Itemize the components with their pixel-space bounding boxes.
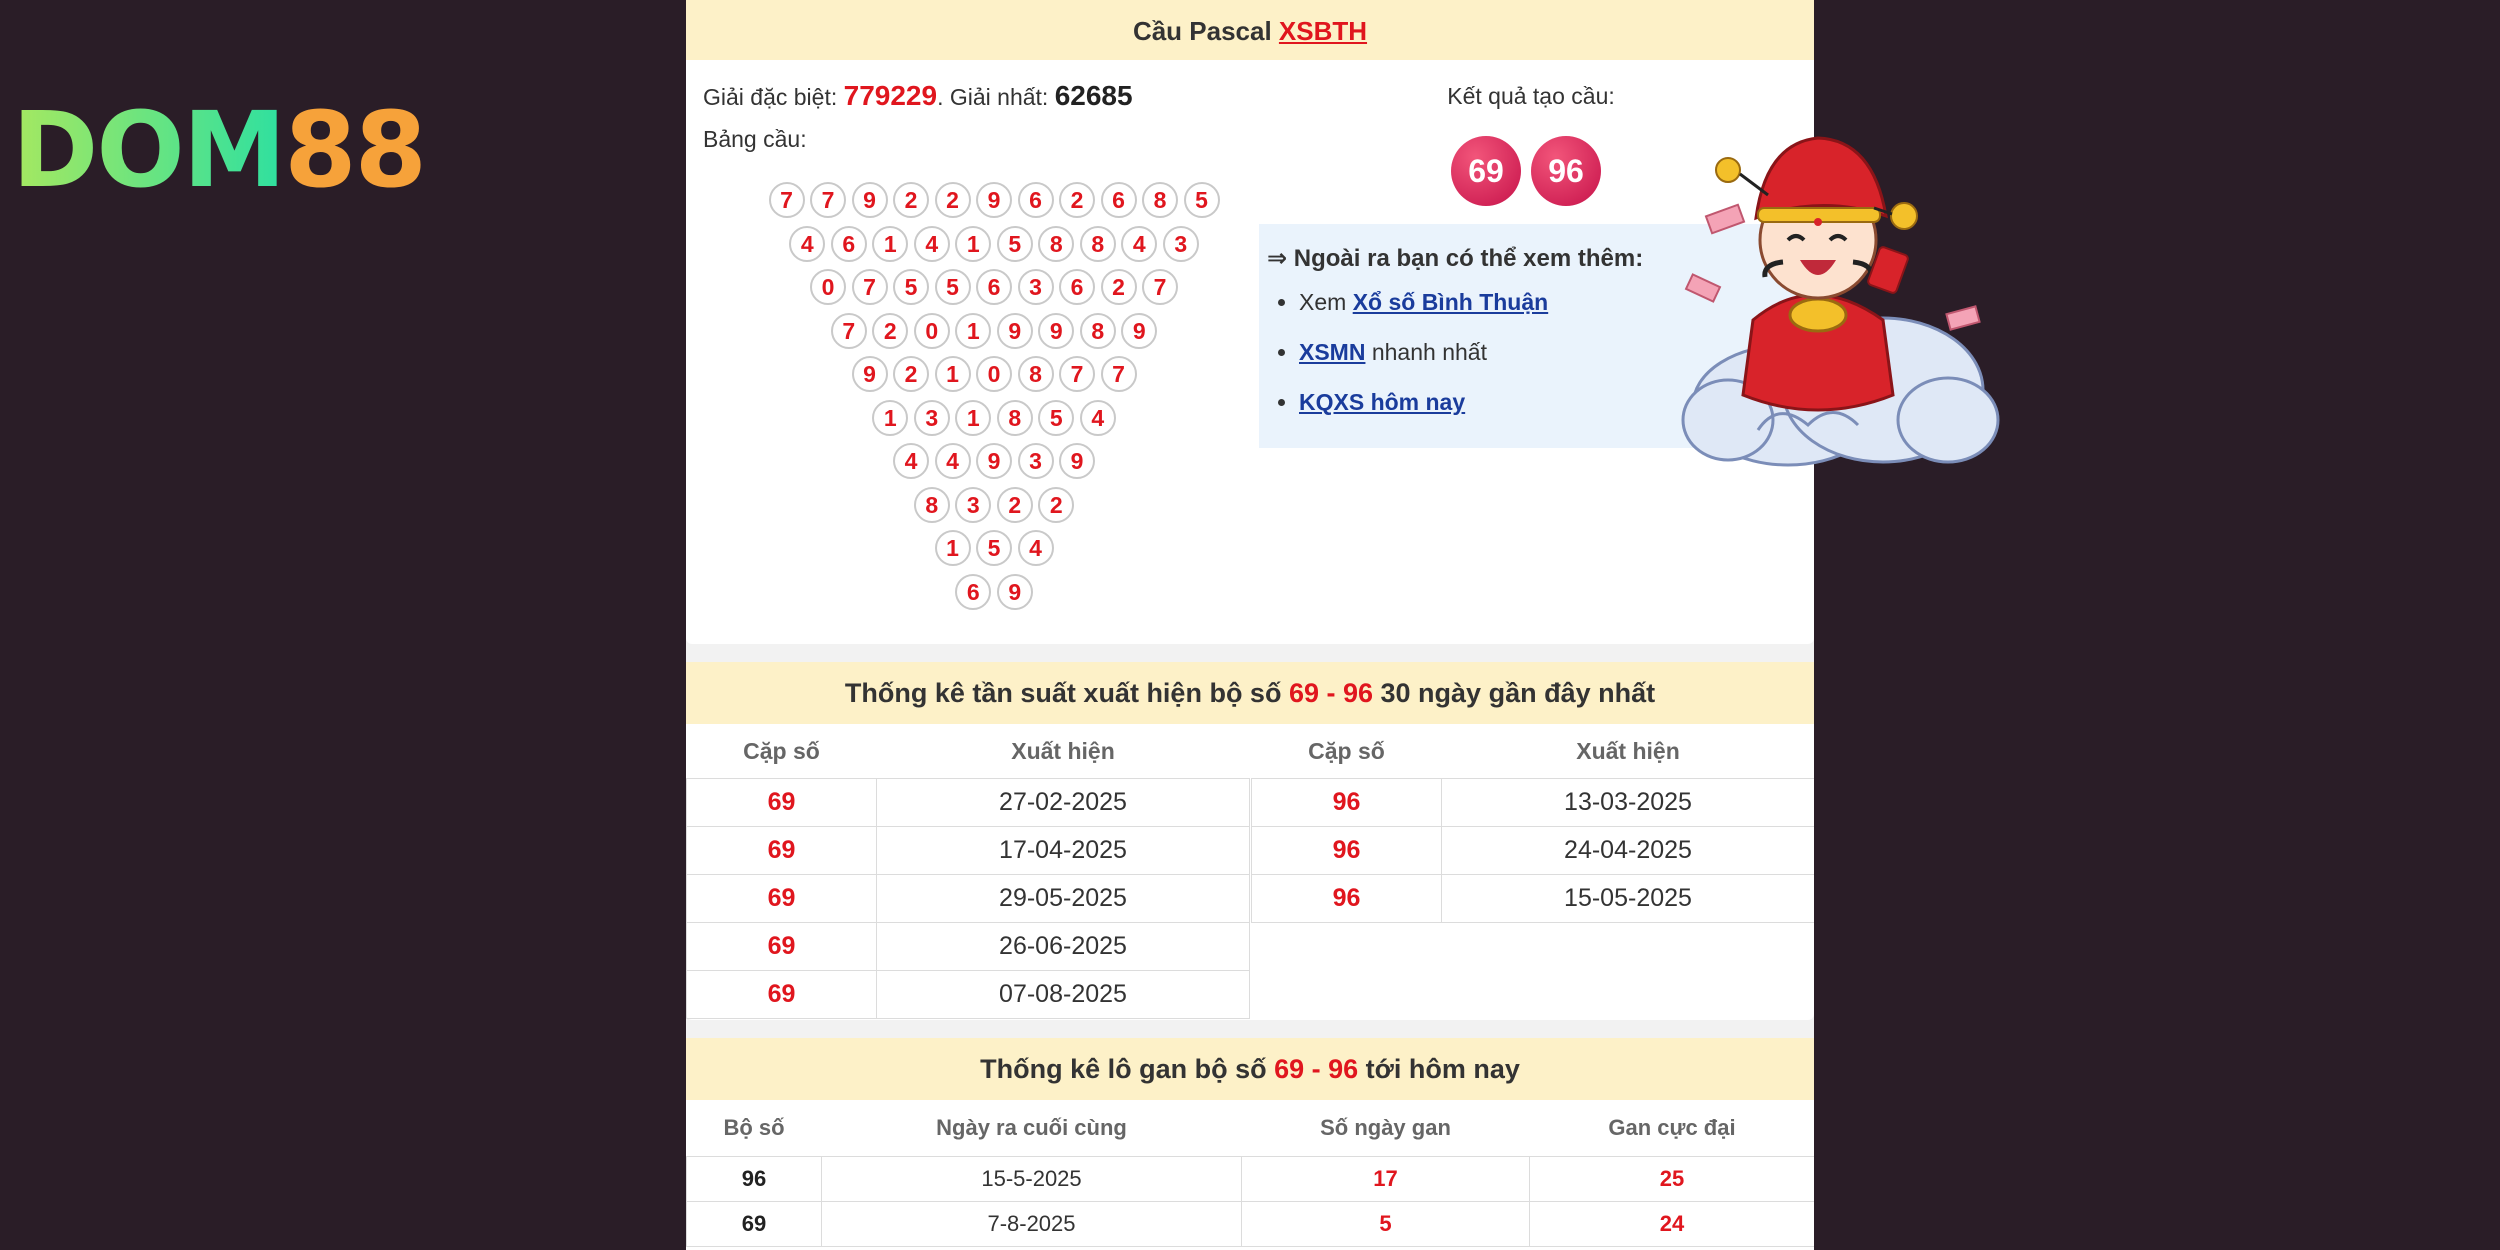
pascal-digit-ball: 0	[976, 356, 1012, 392]
pascal-digit-ball: 6	[1059, 269, 1095, 305]
pascal-digit-ball: 7	[831, 313, 867, 349]
date-cell: 27-02-2025	[877, 779, 1250, 827]
col-seen-header: Xuất hiện	[1576, 737, 1680, 764]
pascal-digit-ball: 3	[955, 487, 991, 523]
pascal-digit-ball: 5	[893, 269, 929, 305]
table-label: Bảng cầu:	[703, 126, 807, 152]
result-ball: 96	[1531, 136, 1601, 206]
pascal-digit-ball: 2	[1038, 487, 1074, 523]
pascal-digit-ball: 9	[997, 574, 1033, 610]
pascal-card	[686, 0, 1814, 644]
more-links-title: ⇒ Ngoài ra bạn có thể xem thêm:	[1267, 245, 1644, 272]
table-row	[687, 1157, 1815, 1202]
pair-cell: 69	[687, 923, 877, 971]
xsbth-link[interactable]: XSBTH	[1278, 16, 1368, 46]
pascal-digit-ball: 9	[1038, 313, 1074, 349]
pair-cell: 96	[1252, 827, 1442, 875]
pascal-digit-ball: 9	[852, 356, 888, 392]
logo-text-88: 88	[284, 89, 425, 211]
date-cell: 26-06-2025	[877, 923, 1250, 971]
frequency-title-prefix: Thống kê tần suất xuất hiện bộ số	[844, 678, 1289, 708]
content-panel	[686, 0, 1814, 1250]
pascal-digit-ball: 9	[976, 443, 1012, 479]
pascal-digit-ball: 7	[1142, 269, 1178, 305]
special-prize-value: 779229	[843, 80, 938, 111]
table-header-row	[687, 1100, 1815, 1157]
lo-gan-table	[686, 1100, 1814, 1247]
date-cell: 17-04-2025	[877, 827, 1250, 875]
pascal-digit-ball: 4	[893, 443, 929, 479]
list-item	[1299, 282, 1548, 332]
pascal-digit-ball: 2	[893, 182, 929, 218]
pair-cell: 69	[687, 971, 877, 1019]
pascal-digit-ball: 7	[810, 182, 846, 218]
col-gan-max: Gan cực đại	[1608, 1115, 1736, 1140]
pascal-digit-ball: 4	[1121, 226, 1157, 262]
table-row	[687, 971, 1250, 1019]
pascal-digit-ball: 1	[935, 356, 971, 392]
max-cell: 24	[1530, 1202, 1815, 1247]
pair-cell: 69	[687, 1202, 822, 1247]
pascal-digit-ball: 8	[1018, 356, 1054, 392]
first-prize-label: . Giải nhất:	[937, 84, 1055, 110]
frequency-table-left	[686, 724, 1250, 1019]
col-last-date: Ngày ra cuối cùng	[936, 1115, 1127, 1140]
frequency-title-suffix: 30 ngày gần đây nhất	[1373, 678, 1656, 708]
pascal-digit-ball: 8	[914, 487, 950, 523]
date-cell: 13-03-2025	[1442, 779, 1815, 827]
table-header-row	[687, 724, 1250, 779]
lo-gan-header	[686, 1038, 1814, 1100]
pascal-digit-ball: 4	[789, 226, 825, 262]
lo-gan-title-suffix: tới hôm nay	[1358, 1054, 1520, 1084]
pascal-digit-ball: 2	[935, 182, 971, 218]
lo-gan-title-pair: 69 - 96	[1274, 1054, 1359, 1084]
pascal-digit-ball: 8	[1142, 182, 1178, 218]
pascal-digit-ball: 9	[1121, 313, 1157, 349]
date-cell: 29-05-2025	[877, 875, 1250, 923]
frequency-title-pair: 69 - 96	[1288, 678, 1374, 708]
link-kqxs-hom-nay[interactable]: KQXS hôm nay	[1299, 389, 1466, 415]
pascal-digit-ball: 8	[1080, 313, 1116, 349]
pascal-digit-ball: 9	[976, 182, 1012, 218]
first-prize-value: 62685	[1054, 80, 1133, 111]
table-row	[687, 1202, 1815, 1247]
last-cell: 7-8-2025	[822, 1202, 1242, 1247]
pascal-digit-ball: 3	[1018, 269, 1054, 305]
pascal-digit-ball: 6	[1018, 182, 1054, 218]
link-xoso-binh-thuan[interactable]: Xổ số Bình Thuận	[1352, 289, 1549, 315]
pair-cell: 96	[1252, 779, 1442, 827]
prize-line	[703, 80, 1133, 112]
col-bo-so: Bộ số	[723, 1115, 785, 1140]
result-label: Kết quả tạo cầu:	[1447, 83, 1615, 109]
pascal-digit-ball: 2	[1059, 182, 1095, 218]
frequency-header	[686, 662, 1814, 724]
pascal-digit-ball: 4	[1018, 530, 1054, 566]
pascal-digit-ball: 8	[1038, 226, 1074, 262]
logo-text-dom: DOM	[12, 89, 285, 211]
pascal-digit-ball: 4	[1080, 400, 1116, 436]
pascal-digit-ball: 2	[997, 487, 1033, 523]
pascal-digit-ball: 1	[935, 530, 971, 566]
pascal-digit-ball: 2	[1101, 269, 1137, 305]
pair-cell: 96	[687, 1157, 822, 1202]
frequency-card	[686, 662, 1814, 1020]
pair-cell: 69	[687, 875, 877, 923]
date-cell: 07-08-2025	[877, 971, 1250, 1019]
pascal-digit-ball: 1	[955, 400, 991, 436]
dom88-logo	[12, 89, 425, 211]
table-row	[1252, 827, 1815, 875]
pascal-digit-ball: 2	[893, 356, 929, 392]
pascal-digit-ball: 9	[997, 313, 1033, 349]
pascal-title: Cầu Pascal	[1132, 16, 1279, 46]
list-item	[1299, 332, 1548, 382]
last-cell: 15-5-2025	[822, 1157, 1242, 1202]
table-row	[1252, 875, 1815, 923]
pascal-digit-ball: 0	[810, 269, 846, 305]
link-xsmn[interactable]: XSMN	[1299, 339, 1366, 365]
link-prefix: Xem	[1299, 289, 1353, 315]
pair-cell: 69	[687, 779, 877, 827]
pascal-digit-ball: 9	[1059, 443, 1095, 479]
pascal-digit-ball: 6	[1101, 182, 1137, 218]
pascal-digit-ball: 5	[976, 530, 1012, 566]
pascal-digit-ball: 0	[914, 313, 950, 349]
max-cell: 25	[1530, 1157, 1815, 1202]
pascal-digit-ball: 3	[914, 400, 950, 436]
pascal-digit-ball: 7	[852, 269, 888, 305]
pascal-digit-ball: 5	[935, 269, 971, 305]
col-gan-days: Số ngày gan	[1320, 1115, 1451, 1140]
pascal-digit-ball: 4	[914, 226, 950, 262]
special-prize-label: Giải đặc biệt:	[703, 84, 844, 110]
link-suffix: nhanh nhất	[1365, 339, 1487, 365]
pascal-digit-ball: 5	[1184, 182, 1220, 218]
pascal-digit-ball: 6	[831, 226, 867, 262]
pascal-digit-ball: 3	[1018, 443, 1054, 479]
pascal-digit-ball: 9	[852, 182, 888, 218]
pascal-digit-ball: 8	[997, 400, 1033, 436]
pascal-digit-ball: 7	[1059, 356, 1095, 392]
lo-gan-title-prefix: Thống kê lô gan bộ số	[980, 1054, 1275, 1084]
list-item	[1299, 382, 1548, 432]
table-row	[687, 779, 1250, 827]
pascal-digit-ball: 8	[1080, 226, 1116, 262]
pascal-digit-ball: 3	[1163, 226, 1199, 262]
days-cell: 17	[1242, 1157, 1530, 1202]
col-pair-header: Cặp số	[1308, 737, 1385, 764]
pascal-digit-ball: 1	[872, 226, 908, 262]
days-cell: 5	[1242, 1202, 1530, 1247]
col-seen-header: Xuất hiện	[1011, 737, 1115, 764]
pascal-digit-ball: 6	[955, 574, 991, 610]
pascal-digit-ball: 2	[872, 313, 908, 349]
pascal-digit-ball: 7	[1101, 356, 1137, 392]
table-row	[687, 923, 1250, 971]
more-links-list	[1259, 282, 1548, 432]
pascal-digit-ball: 4	[935, 443, 971, 479]
date-cell: 24-04-2025	[1442, 827, 1815, 875]
table-header-row	[1252, 724, 1815, 779]
table-row	[687, 875, 1250, 923]
pascal-digit-ball: 5	[997, 226, 1033, 262]
god-of-wealth-mascot-icon	[1668, 100, 2018, 500]
table-row	[687, 827, 1250, 875]
frequency-table-right	[1251, 724, 1814, 923]
pascal-digit-ball: 7	[769, 182, 805, 218]
pascal-digit-ball: 5	[1038, 400, 1074, 436]
pair-cell: 96	[1252, 875, 1442, 923]
pascal-digit-ball: 6	[976, 269, 1012, 305]
pascal-header	[686, 0, 1814, 60]
col-pair-header: Cặp số	[743, 737, 820, 764]
pascal-digit-ball: 1	[955, 313, 991, 349]
pascal-digit-ball: 1	[955, 226, 991, 262]
lo-gan-card	[686, 1038, 1814, 1250]
result-ball: 69	[1451, 136, 1521, 206]
pascal-digit-ball: 1	[872, 400, 908, 436]
pair-cell: 69	[687, 827, 877, 875]
date-cell: 15-05-2025	[1442, 875, 1815, 923]
table-row	[1252, 779, 1815, 827]
